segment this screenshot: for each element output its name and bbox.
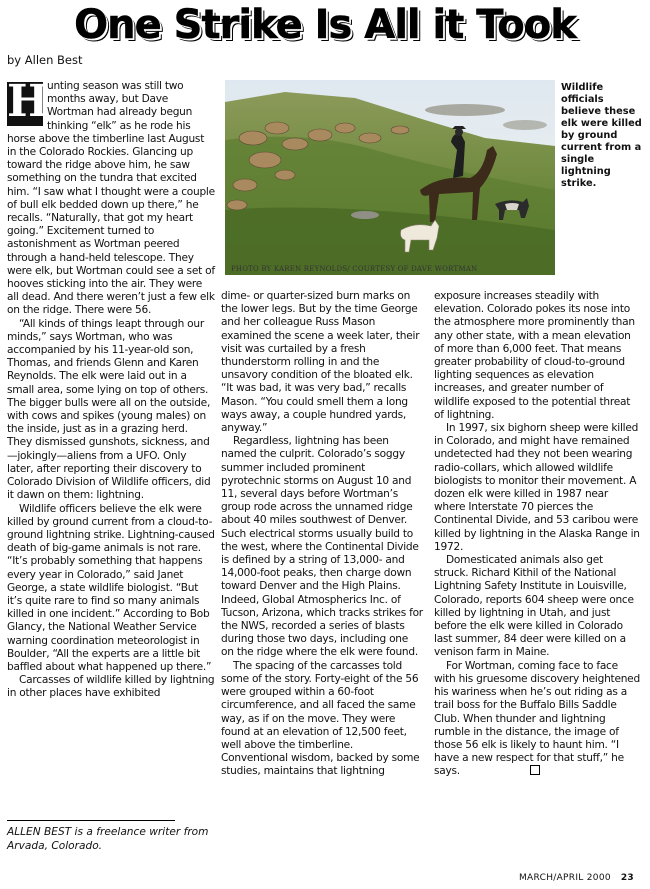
closing-paragraph-text: For Wortman, coming face to face with his gruesome discovery heightened his wariness when he’s out riding as a trail boss for the Buffalo Bills Saddle Club. When thunder and lightning rumble in the distance, the image of those 56 elk is likely to haunt him. “I have a new respect for that stuff,” he says. [434,659,640,778]
paragraph: In 1997, six bighorn sheep were killed in Colorado, and might have remained undetected had they not been wearing radio-collars, which allowed wildlife biologists to monitor their movement. A dozen elk were killed in 1987 near where Interstate 70 pierces the Continental Divide, and 53 caribou were killed by lightning in the Alaska Range in 1972. [434,422,640,553]
lead-paragraph-text: unting season was still two months away, but Dave Wortman had already begun thinking “elk” as he rode his horse above the timberline last August in the Colorado Rockies. Glancing up toward the ridge above him, he saw something on the tundra that excited him. “I saw what I thought were a couple of bull elk bedded down up there,” he recalls. “Naturally, that got my heart going.” Excitement turned to astonishment as Wortman peered through a hand-held telescope. They were elk, but Wortman could see a set of hooves sticking into the air. They were all dead. And there weren’t just a few elk on the ridge. There were 56. [7,80,215,317]
page-footer [519,873,634,883]
author-bio: ALLEN BEST is a freelance writer from Arvada, Colorado. [7,826,209,852]
paragraph: exposure increases steadily with elevation. Colorado pokes its nose into the atmosphere more prominently than any other state, with a mean elevation of more than 6,000 feet. That means greater probability of cloud-to-ground lighting sequences as elevation increases, and greater number of wildlife exposed to the potential threat of lightning. [434,290,635,421]
paragraph [434,660,640,779]
issue-date: MARCH/APRIL 2000 [518,873,611,883]
drop-cap: H [7,76,49,127]
column-2 [221,290,423,779]
photo-credit: PHOTO BY KAREN REYNOLDS/ COURTESY OF DAVE WORTMAN [231,265,478,273]
paragraph: dime- or quarter-sized burn marks on the lower legs. But by the time George and her colleague Russ Mason examined the scene a week later, their visit was curtailed by a fresh thunderstorm rolling in and the unsavory condition of the bloated elk. “It was bad, it was very bad,” recalls Mason. “You could smell them a long ways away, a couple hundred yards, anyway.” [221,290,420,435]
end-mark-icon [530,765,540,775]
paragraph: “All kinds of things leapt through our minds,” says Wortman, who was accompanied by his 11-year-old son, Thomas, and friends Glenn and Karen Reynolds. The elk were laid out in a small area, some lying on top of others. The bigger bulls were all on the outside, with cows and spikes (young males) on the inside, just as in a grazing herd. They dismissed gunshots, sickness, and—jokingly—aliens from a UFO. Only later, after reporting their discovery to Colorado Division of Wildlife officers, did it dawn on them: lightning. [7,317,211,502]
paragraph: Conventional wisdom, backed by some studies, maintains that lightning [221,752,420,778]
paragraph: Domesticated animals also get struck. Richard Kithil of the National Lightning Safety Institute in Louisville, Colorado, reports 604 sheep were once killed by lightning in Utah, and just before the elk were killed in Colorado last summer, 84 deer were killed on a venison farm in Maine. [434,554,634,659]
column-3 [434,290,640,779]
photo-caption: Wildlife officials believe these elk were killed by ground current from a single lightning strike. [561,82,642,189]
photo-illustration [225,80,555,275]
page-number: 23 [620,873,634,883]
article-title: One Strike Is All it Took [74,2,576,48]
paragraph: Wildlife officers believe the elk were killed by ground current from a cloud-to-ground lightning strike. Lightning-caused death of big-game animals is not rare. “It’s probably something that happens every year in Colorado,” said Janet George, a state wildlife biologist. “But it’s quite rare to find so many animals killed in one incident.” According to Bob Glancy, the National Weather Service warning coordination meteorologist in Boulder, “All the experts are a little bit baffled about what happened up there.” [7,502,215,673]
paragraph: The spacing of the carcasses told some of the story. Forty-eight of the 56 were grouped within a 60-foot circumference, and all faced the same way, as if on the move. They were found at an elevation of 12,500 feet, well above the timberline. [221,659,419,751]
elk-photo [225,80,555,275]
column-1 [7,76,215,701]
lead-paragraph [7,76,215,318]
paragraph: Carcasses of wildlife killed by lightning in other places have exhibited [7,674,215,700]
byline: by Allen Best [7,53,83,67]
paragraph: Regardless, lightning has been named the culprit. Colorado’s soggy summer included prominent pyrotechnic storms on August 10 and 11, several days before Wortman’s group rode across the unnamed ridge about 40 miles southwest of Denver. Such electrical storms usually build to the west, where the Continental Divide is defined by a string of 13,000- and 14,000-foot peaks, then charge down toward Denver and the High Plains. Indeed, Global Atmospherics Inc. of Tucson, Arizona, which tracks strikes for the NWS, recorded a series of blasts during those two days, including one on the ridge where the elk were found. [221,435,423,659]
bio-divider [7,820,175,821]
